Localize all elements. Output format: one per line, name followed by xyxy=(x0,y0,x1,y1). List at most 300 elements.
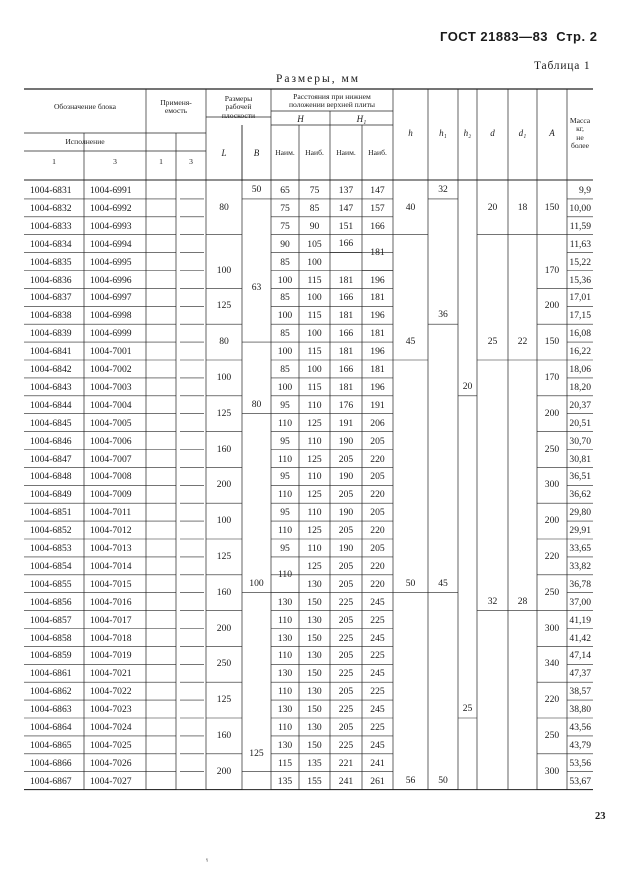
cell-h1-min: 147 xyxy=(338,202,354,214)
cell-h-min: 100 xyxy=(277,310,293,322)
block-code-1: 1004-6854 xyxy=(30,560,72,572)
cell-h1-min: 151 xyxy=(338,220,354,232)
cell-h-max: 100 xyxy=(307,328,322,340)
page-number: 23 xyxy=(595,811,606,822)
cell-h-min: 100 xyxy=(277,274,293,286)
header-B: B xyxy=(253,148,260,158)
cell-h1-min: 205 xyxy=(338,686,354,698)
header-d: d xyxy=(490,128,495,138)
cell-mass: 16,22 xyxy=(569,346,591,358)
block-code-3: 1004-6991 xyxy=(90,185,132,196)
merged-h1: 45 xyxy=(438,577,448,589)
cell-mass: 16,08 xyxy=(569,328,591,340)
block-code-3: 1004-7017 xyxy=(90,614,132,626)
cell-h1-min: 181 xyxy=(338,346,354,358)
cell-h-min: 135 xyxy=(277,775,293,787)
cell-h1-max: 220 xyxy=(370,525,385,537)
cell-h1-min: 225 xyxy=(338,739,354,751)
cell-h-max: 130 xyxy=(307,650,322,662)
block-code-3: 1004-6998 xyxy=(90,310,132,322)
cell-h-max: 130 xyxy=(307,722,322,733)
block-code-3: 1004-7023 xyxy=(90,704,132,716)
cell-h-min: 90 xyxy=(280,238,290,250)
cell-h-max: 110 xyxy=(307,471,322,483)
merged-a: 200 xyxy=(544,407,560,419)
block-code-3: 1004-6993 xyxy=(90,220,132,232)
cell-h-max: 155 xyxy=(307,775,322,787)
header-distances: Расстояния при нижнем положении верхней плиты xyxy=(288,92,375,110)
header-L: L xyxy=(221,148,227,158)
cell-h-min: 110 xyxy=(277,417,293,429)
cell-h1-min: 176 xyxy=(338,399,354,411)
cell-h-max: 150 xyxy=(307,704,322,716)
header-H1-min: Наим. xyxy=(336,148,356,157)
cell-h-min: 130 xyxy=(277,668,293,680)
block-code-3: 1004-7016 xyxy=(90,596,132,608)
cell-h-min: 110 xyxy=(277,722,293,733)
cell-h1-max: 245 xyxy=(370,739,385,751)
merged-a: 200 xyxy=(544,300,560,312)
cell-h1-min: 205 xyxy=(338,578,354,590)
block-code-3: 1004-7009 xyxy=(90,489,132,501)
block-code-1: 1004-6833 xyxy=(30,220,72,232)
cell-h1-max: 157 xyxy=(370,202,385,214)
block-code-1: 1004-6852 xyxy=(30,525,72,537)
block-code-3: 1004-7004 xyxy=(90,399,132,411)
cell-h-min: 100 xyxy=(277,381,293,393)
block-code-1: 1004-6865 xyxy=(30,739,72,751)
header-applicability: Применя- емость xyxy=(160,98,192,116)
cell-h-max: 125 xyxy=(307,489,322,501)
block-code-1: 1004-6857 xyxy=(30,614,72,626)
cell-h-max: 130 xyxy=(307,614,322,626)
cell-mass: 17,01 xyxy=(569,292,591,304)
block-code-3: 1004-7021 xyxy=(90,668,132,680)
cell-mass: 43,56 xyxy=(569,722,591,733)
cell-h-max: 105 xyxy=(307,238,322,250)
cell-h-max: 100 xyxy=(307,292,322,304)
block-code-1: 1004-6835 xyxy=(30,256,72,268)
table-grid xyxy=(24,89,593,805)
cell-mass: 38,80 xyxy=(569,704,591,716)
merged-d1: 28 xyxy=(517,595,528,607)
block-code-3: 1004-7027 xyxy=(90,775,132,787)
merged-h-min: 110 xyxy=(277,568,293,580)
merged-h1: 50 xyxy=(438,774,448,786)
cell-h1-max: 205 xyxy=(370,435,385,447)
standard-number: ГОСТ 21883—83 xyxy=(440,29,549,44)
footer-mark: ᵞ xyxy=(206,856,209,865)
merged-l: 200 xyxy=(216,622,232,634)
cell-h1-max: 181 xyxy=(370,328,385,340)
cell-h-min: 115 xyxy=(277,757,293,769)
cell-mass: 36,51 xyxy=(569,471,591,483)
cell-h1-min: 205 xyxy=(338,722,354,733)
merged-a: 220 xyxy=(544,550,560,562)
merged-h1: 36 xyxy=(438,309,448,321)
cell-h-max: 115 xyxy=(307,274,322,286)
cell-h1-min: 225 xyxy=(338,596,354,608)
block-code-1: 1004-6866 xyxy=(30,757,72,769)
cell-h-max: 110 xyxy=(307,507,322,519)
cell-h1-min: 190 xyxy=(338,507,354,519)
cell-h-max: 135 xyxy=(307,757,322,769)
block-code-3: 1004-6999 xyxy=(90,328,132,340)
cell-h-min: 95 xyxy=(280,543,290,554)
merged-d: 20 xyxy=(487,201,498,213)
dimensions-table xyxy=(24,89,593,805)
cell-h1-min: 181 xyxy=(338,381,354,393)
cell-h1-min: 205 xyxy=(338,453,354,465)
cell-h1-max: 181 xyxy=(370,292,385,304)
cell-h1-max: 196 xyxy=(370,274,385,286)
cell-h1-min: 191 xyxy=(338,417,354,429)
cell-h-max: 125 xyxy=(307,560,322,572)
header-d1: d₁ xyxy=(518,128,527,138)
cell-h-min: 95 xyxy=(280,435,290,447)
header-column-1: 1 xyxy=(52,157,56,166)
page-header xyxy=(440,29,597,44)
cell-mass: 53,67 xyxy=(569,775,591,787)
block-code-1: 1004-6831 xyxy=(30,185,72,196)
cell-h1-min: 166 xyxy=(338,364,354,375)
block-code-3: 1004-6996 xyxy=(90,274,132,286)
block-code-3: 1004-7006 xyxy=(90,435,132,447)
block-code-1: 1004-6836 xyxy=(30,274,72,286)
merged-a: 170 xyxy=(544,264,560,276)
block-code-1: 1004-6839 xyxy=(30,328,72,340)
cell-h1-min: 205 xyxy=(338,489,354,501)
cell-h-max: 130 xyxy=(307,686,322,698)
merged-d: 32 xyxy=(487,595,498,607)
merged-a: 200 xyxy=(544,515,560,527)
block-code-1: 1004-6845 xyxy=(30,417,72,429)
block-code-1: 1004-6864 xyxy=(30,722,72,733)
cell-h-max: 125 xyxy=(307,453,322,465)
merged-l: 100 xyxy=(216,515,232,527)
merged-h: 56 xyxy=(405,774,416,786)
cell-mass: 15,22 xyxy=(569,256,591,268)
merged-a: 250 xyxy=(544,729,560,741)
block-code-3: 1004-7019 xyxy=(90,650,132,662)
merged-a: 300 xyxy=(544,622,560,634)
cell-mass: 33,65 xyxy=(569,543,591,554)
cell-h-max: 75 xyxy=(309,185,320,196)
cell-mass: 29,80 xyxy=(569,507,591,519)
cell-h1-min: 205 xyxy=(338,560,354,572)
block-code-1: 1004-6858 xyxy=(30,632,72,644)
cell-h1-min: 166 xyxy=(338,328,354,340)
cell-h-min: 75 xyxy=(280,220,290,232)
cell-h1-max: 147 xyxy=(370,185,385,196)
cell-mass: 36,78 xyxy=(569,578,591,590)
cell-h-min: 65 xyxy=(280,185,290,196)
merged-l: 100 xyxy=(216,264,232,276)
cell-h1-max: 205 xyxy=(370,543,385,554)
header-h: h xyxy=(408,128,413,138)
cell-h1-max: 245 xyxy=(370,704,385,716)
cell-h-max: 150 xyxy=(307,668,322,680)
header-app-1: 1 xyxy=(159,157,163,166)
cell-mass: 20,51 xyxy=(569,417,591,429)
cell-h-min: 85 xyxy=(280,256,290,268)
merged-a: 220 xyxy=(544,694,560,706)
cell-mass: 53,56 xyxy=(569,757,591,769)
cell-h-min: 75 xyxy=(280,202,290,214)
cell-h1-max: 225 xyxy=(370,686,385,698)
merged-b: 80 xyxy=(251,398,262,410)
cell-h-min: 95 xyxy=(280,471,290,483)
cell-h-max: 110 xyxy=(307,543,322,554)
merged-l: 100 xyxy=(216,371,232,383)
cell-mass: 38,57 xyxy=(569,686,591,698)
block-code-1: 1004-6867 xyxy=(30,775,72,787)
merged-l: 125 xyxy=(216,300,232,312)
cell-h-max: 150 xyxy=(307,632,322,644)
cell-h-min: 130 xyxy=(277,704,293,716)
cell-h-max: 130 xyxy=(307,578,322,590)
block-code-3: 1004-7007 xyxy=(90,453,132,465)
block-code-1: 1004-6837 xyxy=(30,292,72,304)
block-code-1: 1004-6844 xyxy=(30,399,72,411)
cell-h1-max: 205 xyxy=(370,507,385,519)
block-code-3: 1004-7026 xyxy=(90,757,132,769)
block-code-3: 1004-7013 xyxy=(90,543,132,554)
cell-mass: 30,81 xyxy=(569,453,591,465)
cell-mass: 9,9 xyxy=(579,185,591,196)
cell-h1-min: 190 xyxy=(338,435,354,447)
cell-h1-max: 245 xyxy=(370,668,385,680)
merged-l: 160 xyxy=(216,586,232,598)
cell-h1-max: 261 xyxy=(370,775,385,787)
merged-h1-min: 166 xyxy=(338,237,354,249)
block-code-3: 1004-6997 xyxy=(90,292,132,304)
merged-h: 45 xyxy=(405,336,416,348)
merged-a: 170 xyxy=(544,371,560,383)
cell-h1-max: 220 xyxy=(370,453,385,465)
header-mass: Масса кг, не более xyxy=(569,116,591,151)
cell-h1-min: 225 xyxy=(338,668,354,680)
merged-a: 250 xyxy=(544,443,560,455)
merged-a: 300 xyxy=(544,765,560,777)
block-code-1: 1004-6847 xyxy=(30,453,72,465)
cell-h1-max: 225 xyxy=(370,722,385,733)
header-H1: H₁ xyxy=(356,114,367,124)
block-code-1: 1004-6856 xyxy=(30,596,72,608)
cell-mass: 11,59 xyxy=(569,220,591,232)
block-code-3: 1004-7011 xyxy=(90,507,132,519)
cell-mass: 33,82 xyxy=(569,560,591,572)
cell-h-min: 130 xyxy=(277,632,293,644)
cell-h-max: 115 xyxy=(307,310,322,322)
cell-h1-max: 220 xyxy=(370,489,385,501)
cell-h1-min: 205 xyxy=(338,525,354,537)
header-h1: h₁ xyxy=(439,128,447,138)
block-code-1: 1004-6863 xyxy=(30,704,72,716)
merged-b: 50 xyxy=(251,183,262,195)
merged-a: 300 xyxy=(544,479,560,491)
merged-a: 150 xyxy=(544,201,560,213)
cell-h1-max: 196 xyxy=(370,381,385,393)
merged-l: 80 xyxy=(219,336,229,348)
cell-mass: 30,70 xyxy=(569,435,591,447)
header-block-designation: Обозначение блока xyxy=(53,102,117,111)
block-code-3: 1004-7015 xyxy=(90,578,132,590)
cell-h-min: 110 xyxy=(277,650,293,662)
cell-h-min: 85 xyxy=(280,364,290,375)
cell-h1-min: 225 xyxy=(338,704,354,716)
merged-h1: 32 xyxy=(438,183,448,195)
cell-h-min: 85 xyxy=(280,328,290,340)
block-code-1: 1004-6848 xyxy=(30,471,72,483)
block-code-1: 1004-6859 xyxy=(30,650,72,662)
cell-h-min: 85 xyxy=(280,292,290,304)
cell-h1-min: 205 xyxy=(338,614,354,626)
cell-mass: 10,00 xyxy=(569,202,591,214)
table-caption: Таблица 1 xyxy=(534,60,591,72)
block-code-1: 1004-6853 xyxy=(30,543,72,554)
header-working-surface: Размеры рабочей плоскости xyxy=(221,94,256,120)
cell-h-min: 130 xyxy=(277,739,293,751)
merged-h1-max: 181 xyxy=(370,246,385,258)
merged-l: 125 xyxy=(216,550,232,562)
cell-mass: 18,06 xyxy=(569,364,591,375)
header-A: A xyxy=(549,128,555,138)
cell-h1-max: 245 xyxy=(370,596,385,608)
block-code-1: 1004-6841 xyxy=(30,346,72,358)
block-code-1: 1004-6832 xyxy=(30,202,72,214)
block-code-3: 1004-7022 xyxy=(90,686,132,698)
block-code-3: 1004-6995 xyxy=(90,256,132,268)
merged-b: 125 xyxy=(249,747,264,759)
cell-h-min: 110 xyxy=(277,686,293,698)
block-code-1: 1004-6855 xyxy=(30,578,72,590)
merged-d1: 22 xyxy=(517,336,528,348)
cell-h1-min: 190 xyxy=(338,543,354,554)
cell-mass: 37,00 xyxy=(569,596,591,608)
cell-mass: 41,42 xyxy=(569,632,591,644)
merged-d: 25 xyxy=(487,336,498,348)
cell-mass: 43,79 xyxy=(569,739,591,751)
cell-h1-min: 225 xyxy=(338,632,354,644)
cell-h-max: 115 xyxy=(307,346,322,358)
cell-h1-max: 220 xyxy=(370,578,385,590)
cell-h-min: 95 xyxy=(280,507,290,519)
merged-l: 200 xyxy=(216,479,232,491)
block-code-1: 1004-6851 xyxy=(30,507,72,519)
merged-l: 160 xyxy=(216,443,232,455)
cell-h1-min: 205 xyxy=(338,650,354,662)
cell-h1-max: 166 xyxy=(370,220,385,232)
cell-h1-max: 241 xyxy=(370,757,385,769)
block-code-3: 1004-7025 xyxy=(90,739,132,751)
cell-h1-min: 181 xyxy=(338,310,354,322)
header-H-min: Наим. xyxy=(275,148,295,157)
header-H-max: Наиб. xyxy=(305,148,324,157)
cell-h1-max: 191 xyxy=(370,399,385,411)
block-code-3: 1004-6992 xyxy=(90,202,132,214)
block-code-3: 1004-7008 xyxy=(90,471,132,483)
block-code-3: 1004-7014 xyxy=(90,560,132,572)
cell-h1-max: 196 xyxy=(370,310,385,322)
block-code-1: 1004-6843 xyxy=(30,381,72,393)
cell-h-min: 110 xyxy=(277,489,293,501)
cell-mass: 36,62 xyxy=(569,489,591,501)
merged-d1: 18 xyxy=(517,201,528,213)
cell-h-max: 100 xyxy=(307,364,322,375)
cell-h-max: 110 xyxy=(307,435,322,447)
block-code-3: 1004-7002 xyxy=(90,364,132,375)
cell-mass: 47,14 xyxy=(569,650,591,662)
cell-mass: 20,37 xyxy=(569,399,591,411)
cell-h1-max: 225 xyxy=(370,650,385,662)
cell-h-min: 130 xyxy=(277,596,293,608)
header-H1-max: Наиб. xyxy=(368,148,387,157)
cell-h1-max: 245 xyxy=(370,632,385,644)
cell-h1-max: 225 xyxy=(370,614,385,626)
merged-b: 100 xyxy=(249,577,264,589)
block-code-1: 1004-6846 xyxy=(30,435,72,447)
merged-l: 125 xyxy=(216,694,232,706)
block-code-3: 1004-7012 xyxy=(90,525,132,537)
cell-h-max: 110 xyxy=(307,399,322,411)
merged-b: 63 xyxy=(251,282,262,294)
cell-h1-min: 137 xyxy=(338,185,354,196)
header-version: Исполнение xyxy=(65,137,105,146)
header-app-3: 3 xyxy=(189,157,193,166)
cell-h-max: 125 xyxy=(307,417,322,429)
cell-h-min: 110 xyxy=(277,614,293,626)
block-code-3: 1004-7001 xyxy=(90,346,132,358)
cell-h1-min: 221 xyxy=(338,757,354,769)
cell-h-max: 150 xyxy=(307,596,322,608)
cell-h-max: 115 xyxy=(307,381,322,393)
block-code-3: 1004-7024 xyxy=(90,722,132,733)
cell-mass: 29,91 xyxy=(569,525,591,537)
cell-h-max: 85 xyxy=(309,202,320,214)
cell-h-min: 110 xyxy=(277,453,293,465)
block-code-3: 1004-7003 xyxy=(90,381,132,393)
cell-h-min: 110 xyxy=(277,525,293,537)
merged-l: 250 xyxy=(216,658,232,670)
cell-h-min: 100 xyxy=(277,346,293,358)
merged-l: 80 xyxy=(219,201,229,213)
cell-h1-max: 220 xyxy=(370,560,385,572)
cell-h1-max: 205 xyxy=(370,471,385,483)
cell-h1-min: 190 xyxy=(338,471,354,483)
merged-h2: 25 xyxy=(462,703,473,715)
cell-h-max: 90 xyxy=(309,220,320,232)
cell-h1-min: 241 xyxy=(338,775,354,787)
merged-a: 250 xyxy=(544,586,560,598)
cell-h1-max: 196 xyxy=(370,346,385,358)
header-h2: h₂ xyxy=(463,128,472,138)
cell-mass: 17,15 xyxy=(569,310,591,322)
cell-h-max: 125 xyxy=(307,525,322,537)
cell-mass: 41,19 xyxy=(569,614,591,626)
merged-a: 150 xyxy=(544,336,560,348)
block-code-1: 1004-6838 xyxy=(30,310,72,322)
block-code-1: 1004-6861 xyxy=(30,668,72,680)
dimensions-caption: Размеры, мм xyxy=(276,73,361,85)
cell-h1-max: 181 xyxy=(370,364,385,375)
cell-mass: 15,36 xyxy=(569,274,591,286)
merged-h: 40 xyxy=(405,201,416,213)
merged-a: 340 xyxy=(544,658,560,670)
block-code-1: 1004-6834 xyxy=(30,238,72,250)
merged-h2: 20 xyxy=(462,380,473,392)
cell-h-max: 100 xyxy=(307,256,322,268)
